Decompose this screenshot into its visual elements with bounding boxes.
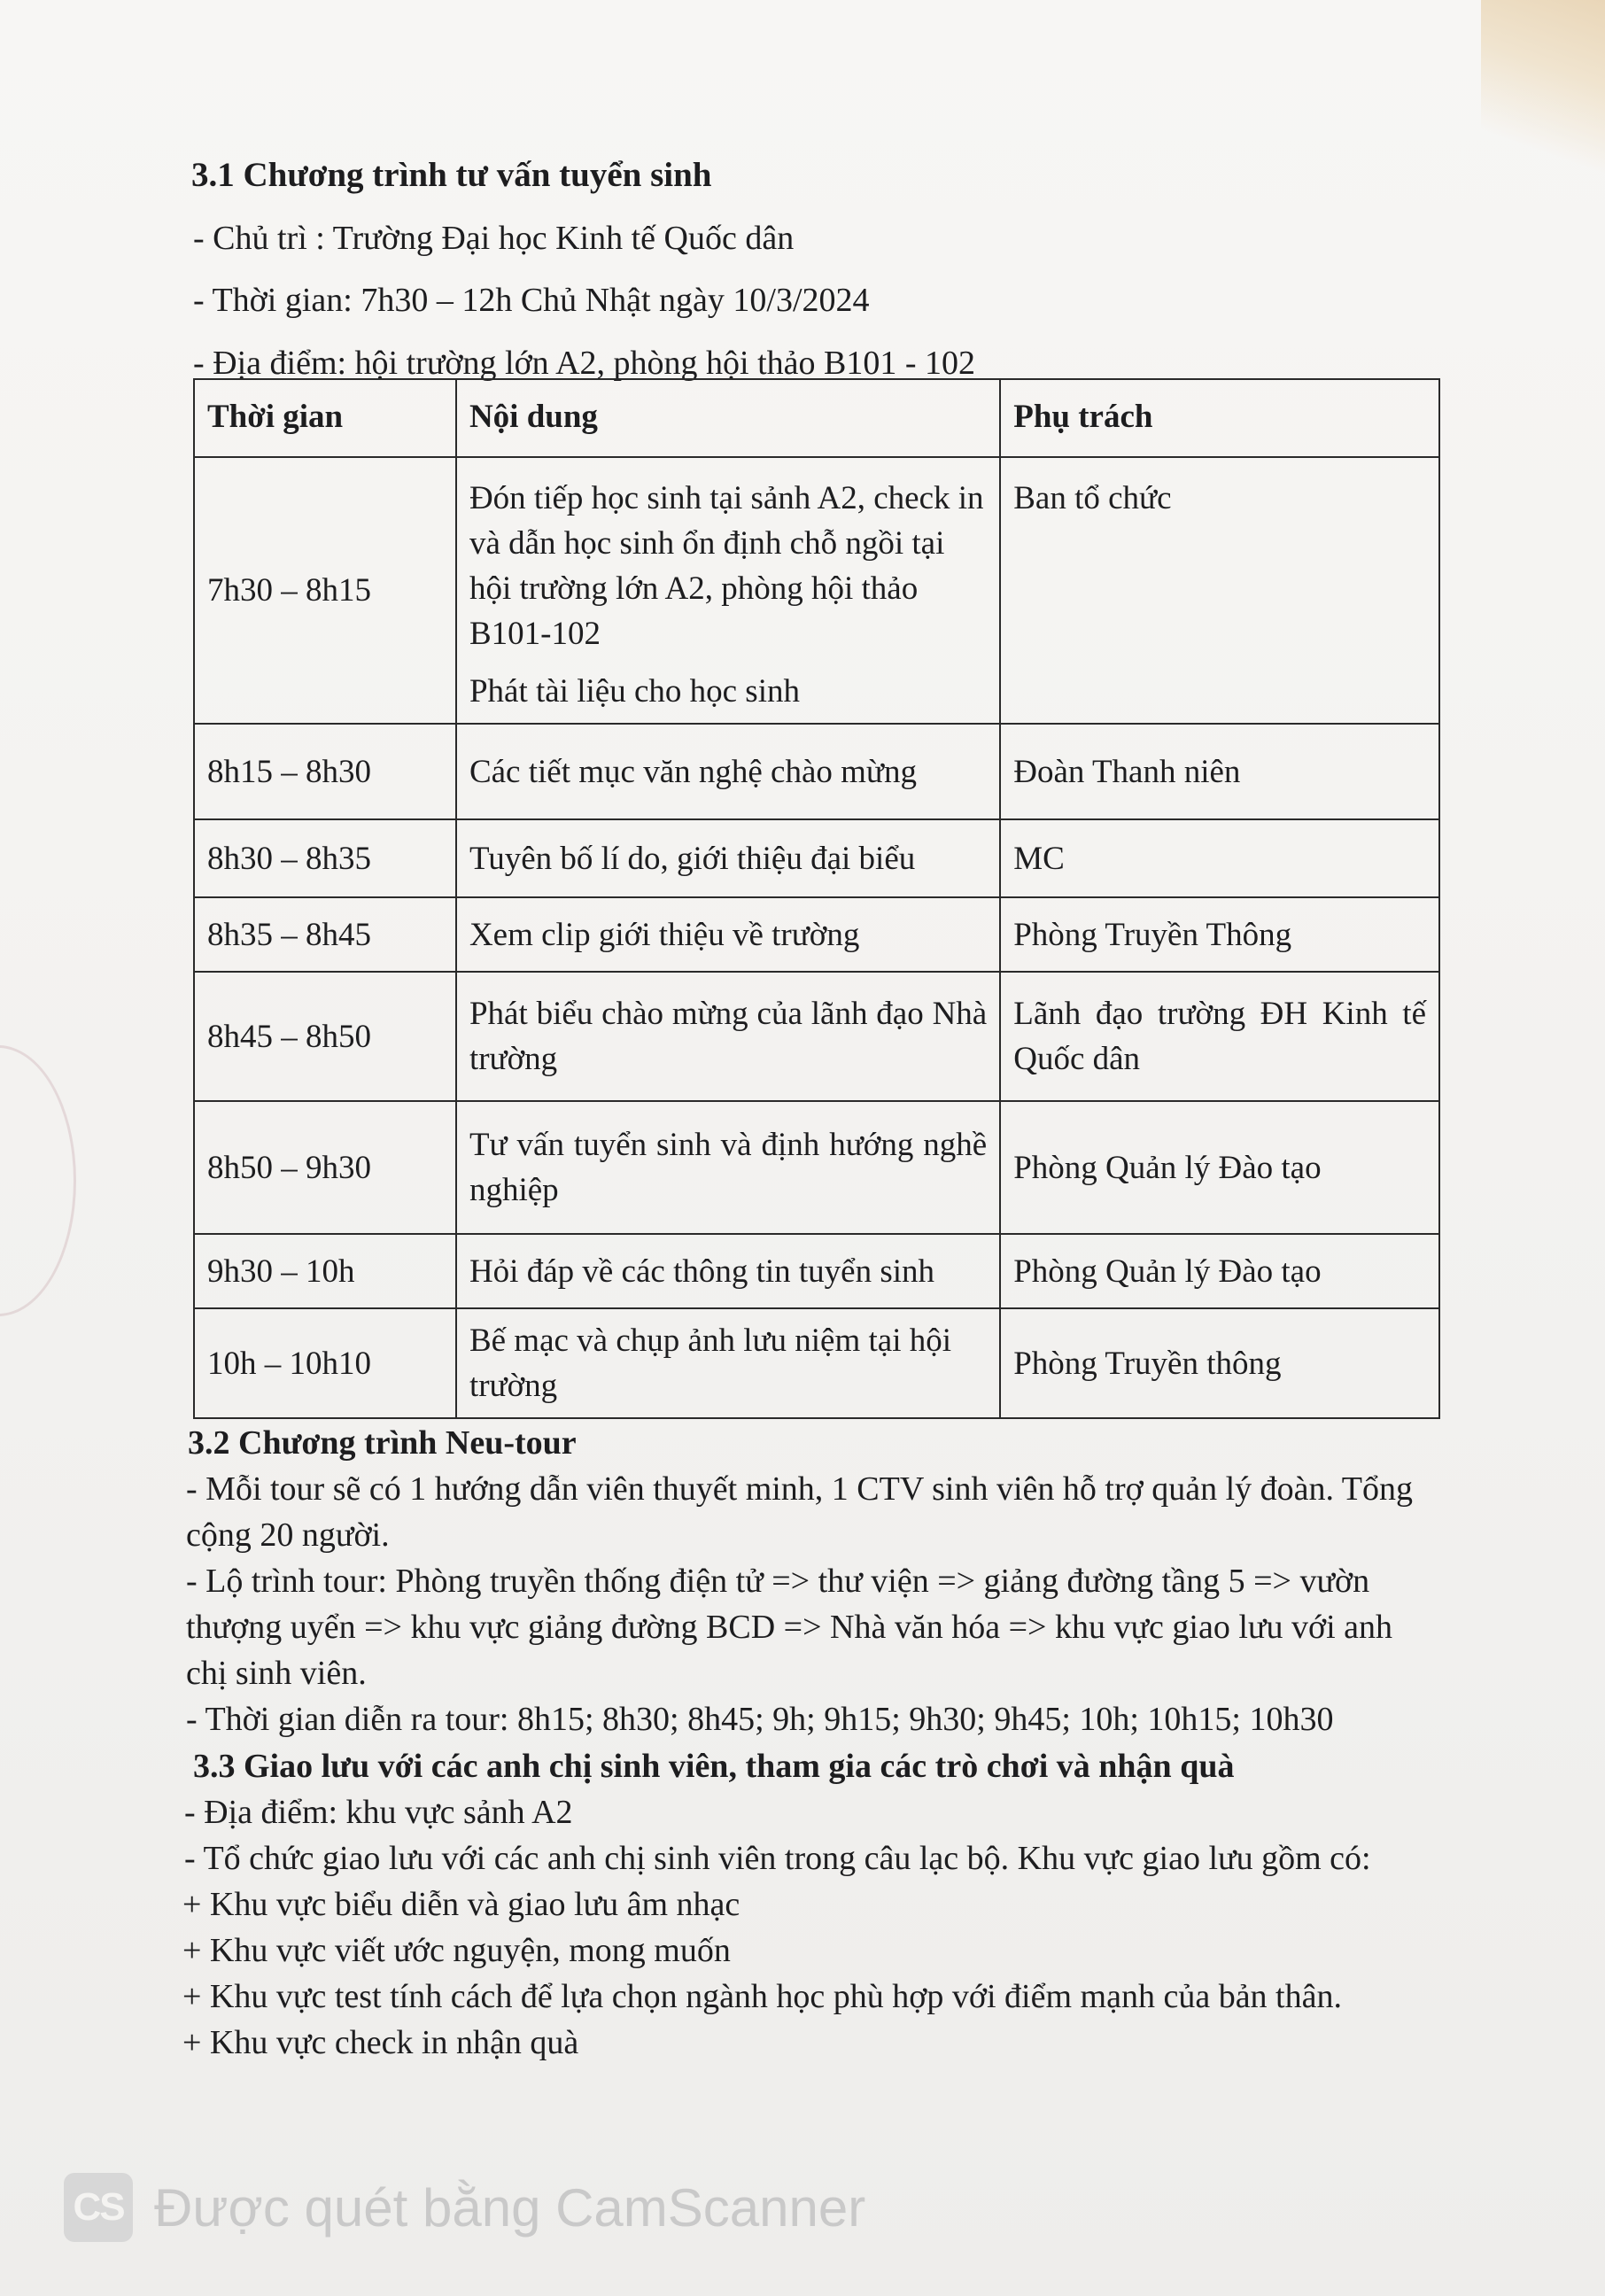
row-time: 10h – 10h10 bbox=[194, 1308, 456, 1418]
section-3-2-line: - Lộ trình tour: Phòng truyền thống điện tử => thư viện => giảng đường tầng 5 => vườn bbox=[186, 1563, 1370, 1600]
section-3-1-title: 3.1 Chương trình tư vấn tuyển sinh bbox=[191, 156, 712, 194]
section-3-1-host: - Chủ trì : Trường Đại học Kinh tế Quốc dân bbox=[193, 220, 795, 257]
header-content: Nội dung bbox=[456, 379, 1000, 457]
row-owner: Đoàn Thanh niên bbox=[1000, 724, 1439, 819]
table-row bbox=[194, 1101, 1439, 1234]
row-owner: MC bbox=[1000, 819, 1439, 897]
row-owner: Phòng Quản lý Đào tạo bbox=[1000, 1234, 1439, 1308]
camscanner-watermark-text: Được quét bằng CamScanner bbox=[154, 2177, 866, 2238]
schedule-table bbox=[193, 378, 1440, 1419]
section-3-2-line: chị sinh viên. bbox=[186, 1655, 367, 1692]
section-3-3-line: - Tổ chức giao lưu với các anh chị sinh viên trong câu lạc bộ. Khu vực giao lưu gồm có: bbox=[184, 1840, 1371, 1877]
section-3-2-line: - Mỗi tour sẽ có 1 hướng dẫn viên thuyết minh, 1 CTV sinh viên hỗ trợ quản lý đoàn. Tổng bbox=[186, 1470, 1414, 1508]
header-time: Thời gian bbox=[194, 379, 456, 457]
table-row bbox=[194, 1234, 1439, 1308]
row-owner: Lãnh đạo trường ĐH Kinh tế Quốc dân bbox=[1000, 972, 1439, 1101]
row-time: 8h50 – 9h30 bbox=[194, 1101, 456, 1234]
section-3-3-title: 3.3 Giao lưu với các anh chị sinh viên, tham gia các trò chơi và nhận quà bbox=[193, 1748, 1235, 1785]
row-content: Xem clip giới thiệu về trường bbox=[456, 897, 1000, 972]
row-owner: Ban tổ chức bbox=[1000, 457, 1439, 724]
section-3-2-line: thượng uyển => khu vực giảng đường BCD => Nhà văn hóa => khu vực giao lưu với anh bbox=[186, 1609, 1393, 1646]
row-time: 9h30 – 10h bbox=[194, 1234, 456, 1308]
row-content: Các tiết mục văn nghệ chào mừng bbox=[456, 724, 1000, 819]
header-owner: Phụ trách bbox=[1000, 379, 1439, 457]
table-header-row bbox=[194, 379, 1439, 457]
row-content-main: Đón tiếp học sinh tại sảnh A2, check in và dẫn học sinh ổn định chỗ ngồi tại hội trường lớn A2, phòng hội thảo B101-102 bbox=[469, 480, 984, 653]
section-3-3-line: + Khu vực biểu diễn và giao lưu âm nhạc bbox=[182, 1886, 740, 1923]
section-3-2-line: - Thời gian diễn ra tour: 8h15; 8h30; 8h45; 9h; 9h15; 9h30; 9h45; 10h; 10h15; 10h30 bbox=[186, 1701, 1334, 1738]
row-owner: Phòng Truyền Thông bbox=[1000, 897, 1439, 972]
row-time: 7h30 – 8h15 bbox=[194, 457, 456, 724]
section-3-3-line: - Địa điểm: khu vực sảnh A2 bbox=[184, 1794, 573, 1831]
row-time: 8h15 – 8h30 bbox=[194, 724, 456, 819]
row-content: Bế mạc và chụp ảnh lưu niệm tại hội trường bbox=[456, 1308, 1000, 1418]
table-row bbox=[194, 897, 1439, 972]
section-3-3-line: + Khu vực viết ước nguyện, mong muốn bbox=[182, 1932, 731, 1969]
section-3-1-location: - Địa điểm: hội trường lớn A2, phòng hội thảo B101 - 102 bbox=[193, 345, 975, 382]
table-row bbox=[194, 1308, 1439, 1418]
row-content: Hỏi đáp về các thông tin tuyển sinh bbox=[456, 1234, 1000, 1308]
page-corner-fold bbox=[1481, 0, 1605, 204]
row-content: Phát biểu chào mừng của lãnh đạo Nhà trường bbox=[456, 972, 1000, 1101]
row-time: 8h35 – 8h45 bbox=[194, 897, 456, 972]
section-3-2-line: cộng 20 người. bbox=[186, 1516, 390, 1554]
section-3-3-line: + Khu vực check in nhận quà bbox=[182, 2024, 579, 2061]
row-owner: Phòng Quản lý Đào tạo bbox=[1000, 1101, 1439, 1234]
camscanner-watermark bbox=[64, 2172, 865, 2243]
section-3-1-time: - Thời gian: 7h30 – 12h Chủ Nhật ngày 10/3/2024 bbox=[193, 282, 870, 319]
section-3-3-line: + Khu vực test tính cách để lựa chọn ngành học phù hợp với điểm mạnh của bản thân. bbox=[182, 1978, 1342, 2015]
section-3-2-title: 3.2 Chương trình Neu-tour bbox=[188, 1424, 577, 1462]
row-time: 8h45 – 8h50 bbox=[194, 972, 456, 1101]
table-row bbox=[194, 724, 1439, 819]
row-content: Tuyên bố lí do, giới thiệu đại biểu bbox=[456, 819, 1000, 897]
table-row bbox=[194, 457, 1439, 724]
table-row bbox=[194, 819, 1439, 897]
row-content: Tư vấn tuyển sinh và định hướng nghề nghiệp bbox=[456, 1101, 1000, 1234]
row-owner: Phòng Truyền thông bbox=[1000, 1308, 1439, 1418]
row-time: 8h30 – 8h35 bbox=[194, 819, 456, 897]
camscanner-logo-icon: CS bbox=[64, 2173, 133, 2242]
row-content-extra: Phát tài liệu cho học sinh bbox=[469, 673, 800, 710]
table-row bbox=[194, 972, 1439, 1101]
row-content bbox=[456, 457, 1000, 724]
